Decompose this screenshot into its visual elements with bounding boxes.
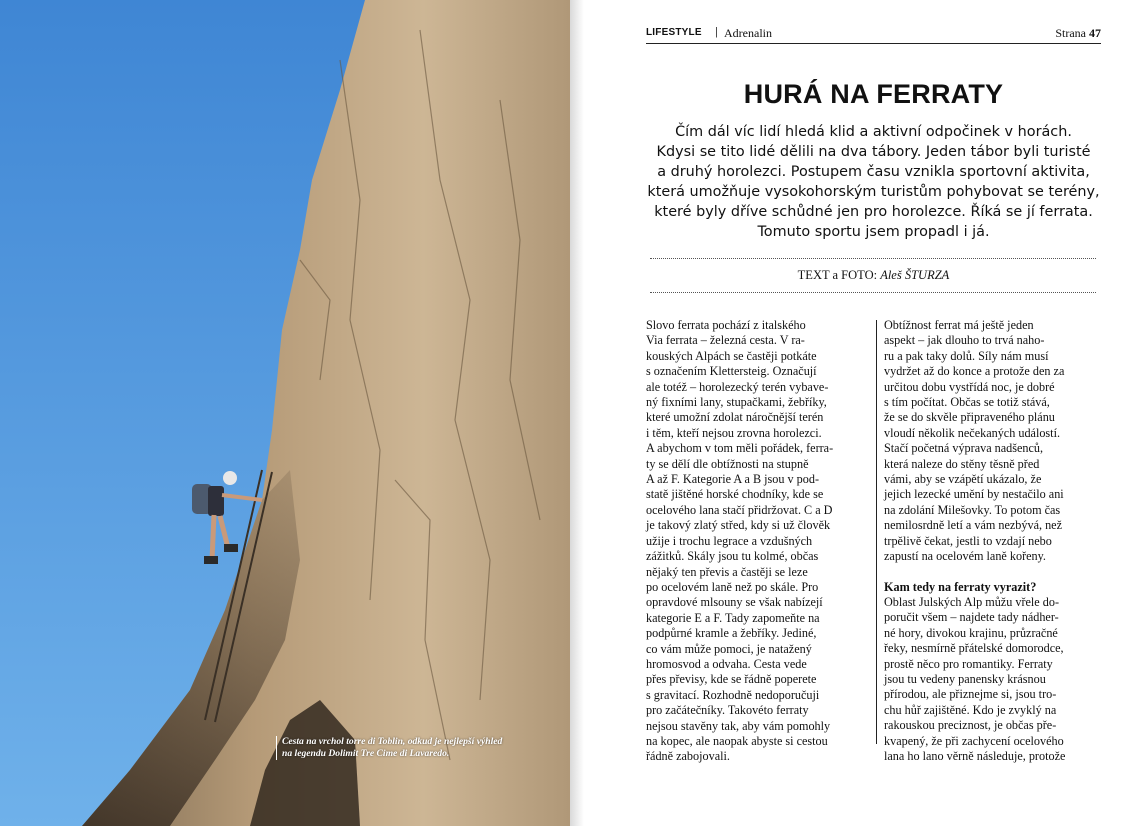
- body-line: která naleze do stěny těsně před: [884, 456, 1040, 471]
- photo-illustration: [0, 0, 570, 826]
- body-line: užije i trochu legrace a vzdušných: [646, 533, 813, 548]
- body-line: aspekt – jak dlouho to trvá naho-: [884, 333, 1045, 348]
- body-line: podpůrné kramle a žebříky. Jediné,: [646, 626, 817, 641]
- body-line: s gravitací. Rozhodně nedoporučuji: [646, 687, 820, 702]
- body-line: ru a pak taky dolů. Síly nám musí: [884, 348, 1049, 363]
- header-separator: |: [715, 26, 718, 38]
- body-line: že se do skvěle připraveného plánu: [884, 410, 1055, 425]
- body-line: pro začátečníky. Takovéto ferraty: [646, 703, 809, 718]
- section-subheading: Kam tedy na ferraty vyrazit?: [884, 579, 1037, 594]
- perex-line: Kdysi se tito lidé dělili na dva tábory. Jeden tábor byli turisté: [656, 144, 1091, 160]
- credit-label: TEXT a FOTO:: [797, 268, 878, 282]
- perex-line: Tomuto sportu jsem propadl i já.: [757, 224, 990, 240]
- body-line: chu hůř zajištěné. Kdo je zvyklý na: [884, 702, 1057, 717]
- body-line: lana ho lano věrně následuje, protože: [884, 748, 1066, 763]
- author-name: Aleš ŠTURZA: [880, 268, 950, 282]
- perex-line: a druhý horolezci. Postupem času vznikla sportovní aktivita,: [657, 164, 1090, 180]
- page-number-value: 47: [1089, 26, 1101, 40]
- dotted-divider-top: [650, 258, 1096, 259]
- page-number: [1055, 26, 1101, 41]
- body-line: řádně zabojovali.: [646, 749, 730, 764]
- paragraph-gap: [884, 565, 1104, 580]
- body-line: ty se dělí dle obtížnosti na stupně: [646, 456, 809, 471]
- body-line: opravdové mlsouny se však nabízejí: [646, 595, 823, 610]
- body-line: trpělivě čekat, jestli to vzdají nebo: [884, 533, 1052, 548]
- body-line: hromosvod a odvaha. Cesta vede: [646, 656, 807, 671]
- column-rule: [876, 320, 877, 744]
- perex-line: která umožňuje vysokohorským turistům pohybovat se terény,: [647, 184, 1100, 200]
- body-line: s tím počítat. Občas se totiž stává,: [884, 395, 1050, 410]
- body-line: co vám může pomoci, je natažený: [646, 641, 812, 656]
- body-line: přes převisy, kde se řádně poperete: [646, 672, 817, 687]
- running-header: [646, 25, 1101, 44]
- body-line: nejsou stavěny tak, aby vám pomohly: [646, 718, 831, 733]
- body-line: které umožní zdolat náročnější terén: [646, 410, 824, 425]
- body-line: vydržet až do konce a protože den za: [884, 364, 1065, 379]
- body-line: na zdolání Milešovky. To potom čas: [884, 502, 1061, 517]
- body-line: určitou dobu vystřídá noc, je dobré: [884, 379, 1055, 394]
- body-line: prostě něco pro romantiky. Ferraty: [884, 656, 1053, 671]
- body-line: nemilosrdně letí a vám nezbývá, než: [884, 518, 1063, 533]
- dotted-divider-bottom: [650, 292, 1096, 293]
- body-line: kategorie E a F. Tady zapomeňte na: [646, 610, 820, 625]
- body-line: je takový zlatý střed, kdy si už člověk: [646, 518, 831, 533]
- body-line: Slovo ferrata pochází z italského: [646, 318, 806, 332]
- body-line: s označením Klettersteig. Označují: [646, 364, 817, 379]
- body-line: po ocelovém laně než po skále. Pro: [646, 579, 819, 594]
- subsection-label: Adrenalin: [724, 26, 772, 40]
- body-line: Via ferrata – železná cesta. V ra-: [646, 333, 805, 348]
- body-line: jejich lezecké umění by nestačilo ani: [884, 487, 1064, 502]
- body-column-1: [646, 318, 864, 765]
- perex-line: Čím dál víc lidí hledá klid a aktivní odpočinek v horách.: [675, 124, 1072, 140]
- photo-caption: Cesta na vrchol torre di Toblin, odkud je nejlepší výhled na legendu Dolimit Tre Cime di Lavaredo.: [276, 736, 508, 760]
- body-line: nějaký ten převis a častěji se leze: [646, 564, 808, 579]
- author-credit: [646, 268, 1101, 283]
- body-line: kvapený, že při zachycení ocelového: [884, 733, 1064, 748]
- body-line: Oblast Julských Alp můžu vřele do-: [884, 594, 1059, 609]
- perex-line: které byly dříve schůdné jen pro horolezce. Říká se jí ferrata.: [654, 204, 1093, 220]
- body-line: né hory, divokou krajinu, průzračné: [884, 625, 1058, 640]
- body-line: vloudí několik nečekaných událostí.: [884, 425, 1060, 440]
- body-line: Stačí početná výprava nadšenců,: [884, 441, 1044, 456]
- body-line: vámi, aby se vzápětí ukázalo, že: [884, 472, 1042, 487]
- body-line: na kopec, ale naopak abyste si cestou: [646, 733, 828, 748]
- page-label: Strana: [1055, 26, 1086, 40]
- body-line: zážitků. Skály jsou tu kolmé, občas: [646, 549, 819, 564]
- body-line: A abychom v tom měli pořádek, ferra-: [646, 441, 834, 456]
- body-line: ale totéž – horolezecký terén vybave-: [646, 379, 829, 394]
- body-line: A až F. Kategorie A a B jsou v pod-: [646, 472, 820, 487]
- body-line: jsou tu vedeny panensky krásnou: [884, 671, 1046, 686]
- body-line: ný fixními lany, stupačkami, žebříky,: [646, 395, 827, 410]
- body-column-2: [884, 318, 1104, 764]
- body-line: i těm, kteří nejsou zrovna horolezci.: [646, 425, 822, 440]
- body-line: řeky, nesmírně přátelské domorodce,: [884, 641, 1064, 656]
- body-line: zapustí na ocelovém laně kořeny.: [884, 549, 1046, 564]
- body-line: ocelového lana stačí přidržovat. C a D: [646, 502, 833, 517]
- body-line: Obtížnost ferrat má ještě jeden: [884, 318, 1034, 332]
- page-gutter: [570, 0, 584, 826]
- article-title: HURÁ NA FERRATY: [743, 79, 1004, 109]
- section-label: LIFESTYLE: [646, 27, 702, 38]
- body-line: statě jištěné horské chodníky, kde se: [646, 487, 824, 502]
- body-line: přírodou, ale přiznejme si, jsou tro-: [884, 687, 1057, 702]
- body-line: poručit všem – najdete tady nádher-: [884, 610, 1059, 625]
- article-perex: [640, 122, 1107, 242]
- body-line: rakouskou preciznost, je občas pře-: [884, 718, 1057, 733]
- climbing-photo: [0, 0, 570, 826]
- body-line: kouských Alpách se častěji potkáte: [646, 348, 817, 363]
